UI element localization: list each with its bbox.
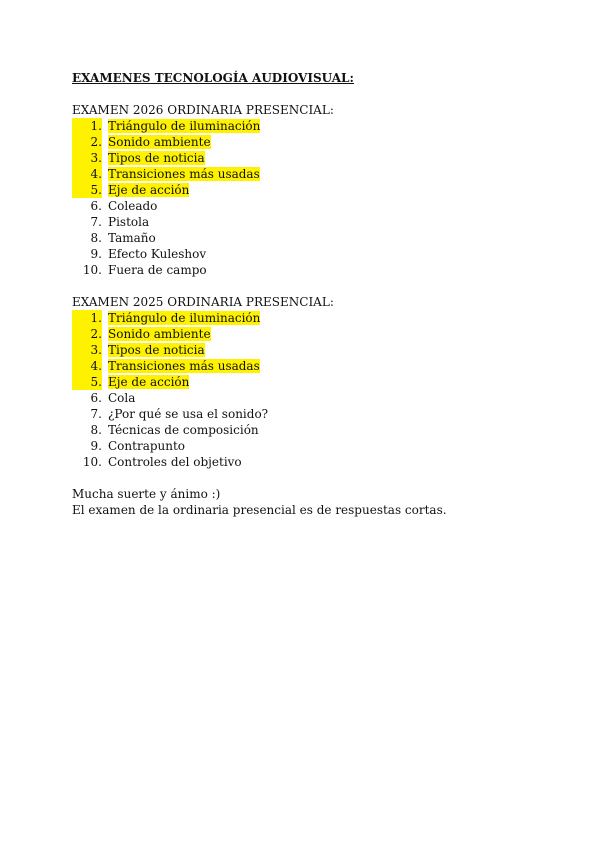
item-number: 4. — [72, 166, 102, 182]
closing-line: El examen de la ordinaria presencial es de respuestas cortas. — [72, 503, 447, 517]
item-text: Triángulo de iluminación — [108, 119, 261, 133]
item-text: Controles del objetivo — [108, 455, 242, 469]
list-item — [72, 118, 542, 134]
item-text: Contrapunto — [108, 439, 186, 453]
item-number: 3. — [72, 150, 102, 166]
item-text: Pistola — [108, 215, 150, 229]
spacer — [72, 278, 542, 294]
item-number: 8. — [90, 423, 102, 437]
item-number: 10. — [82, 263, 102, 277]
item-number: 4. — [72, 358, 102, 374]
item-number: 5. — [72, 182, 102, 198]
item-text: Tamaño — [108, 231, 156, 245]
exam-section-2026 — [72, 102, 542, 278]
list-item — [72, 342, 542, 358]
item-number: 7. — [90, 215, 102, 229]
list-item — [72, 230, 542, 246]
item-number: 2. — [72, 134, 102, 150]
list-item — [72, 326, 542, 342]
item-number: 3. — [72, 342, 102, 358]
spacer — [72, 470, 542, 486]
item-text: Tipos de noticia — [108, 343, 205, 357]
list-item — [72, 358, 542, 374]
item-text: Sonido ambiente — [108, 135, 211, 149]
item-number: 6. — [90, 391, 102, 405]
closing-line: Mucha suerte y ánimo :) — [72, 487, 221, 501]
item-text: Eje de acción — [108, 183, 190, 197]
item-text: Triángulo de iluminación — [108, 311, 261, 325]
list-item — [72, 390, 542, 406]
list-item — [72, 134, 542, 150]
list-item — [72, 454, 542, 470]
item-number: 2. — [72, 326, 102, 342]
item-number: 6. — [90, 199, 102, 213]
section-heading: EXAMEN 2025 ORDINARIA PRESENCIAL: — [72, 295, 334, 309]
list-item — [72, 150, 542, 166]
question-list — [72, 118, 542, 278]
list-item — [72, 166, 542, 182]
item-number: 5. — [72, 374, 102, 390]
spacer — [72, 86, 542, 102]
list-item — [72, 438, 542, 454]
list-item — [72, 262, 542, 278]
item-number: 1. — [72, 310, 102, 326]
document-content — [72, 70, 542, 518]
item-text: Fuera de campo — [108, 263, 207, 277]
document-title: EXAMENES TECNOLOGÍA AUDIOVISUAL: — [72, 71, 354, 85]
list-item — [72, 182, 542, 198]
list-item — [72, 246, 542, 262]
item-number: 1. — [72, 118, 102, 134]
item-text: Sonido ambiente — [108, 327, 211, 341]
item-number: 8. — [90, 231, 102, 245]
item-text: Coleado — [108, 199, 158, 213]
section-heading: EXAMEN 2026 ORDINARIA PRESENCIAL: — [72, 103, 334, 117]
item-number: 9. — [90, 439, 102, 453]
item-number: 7. — [90, 407, 102, 421]
closing-notes — [72, 486, 542, 518]
item-text: Cola — [108, 391, 136, 405]
item-text: Efecto Kuleshov — [108, 247, 207, 261]
item-text: Transiciones más usadas — [108, 167, 260, 181]
item-number: 10. — [82, 455, 102, 469]
list-item — [72, 198, 542, 214]
list-item — [72, 406, 542, 422]
item-text: Tipos de noticia — [108, 151, 205, 165]
item-text: Técnicas de composición — [108, 423, 259, 437]
item-text: ¿Por qué se usa el sonido? — [108, 407, 269, 421]
item-text: Eje de acción — [108, 375, 190, 389]
item-text: Transiciones más usadas — [108, 359, 260, 373]
list-item — [72, 422, 542, 438]
list-item — [72, 374, 542, 390]
question-list — [72, 310, 542, 470]
exam-section-2025 — [72, 294, 542, 470]
list-item — [72, 310, 542, 326]
item-number: 9. — [90, 247, 102, 261]
list-item — [72, 214, 542, 230]
